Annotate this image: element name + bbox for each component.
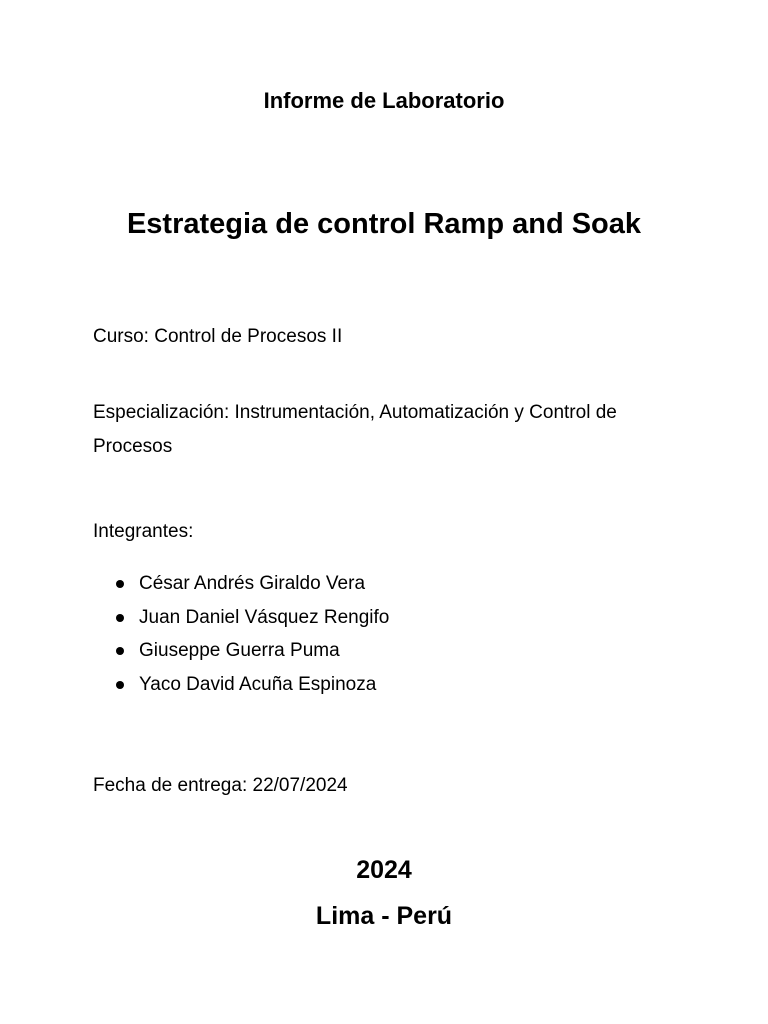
bullet-icon: [116, 614, 124, 622]
report-type-heading: Informe de Laboratorio: [263, 88, 505, 113]
list-item: [93, 668, 389, 702]
list-item: [93, 567, 389, 601]
member-name: Giuseppe Guerra Puma: [139, 640, 340, 661]
member-name: Juan Daniel Vásquez Rengifo: [139, 606, 390, 628]
member-name: César Andrés Giraldo Vera: [139, 573, 366, 594]
document-title: Estrategia de control Ramp and Soak: [126, 208, 642, 240]
list-item: [93, 601, 389, 635]
year-label: 2024: [356, 856, 412, 884]
members-label: Integrantes:: [93, 521, 194, 542]
delivery-date-line: Fecha de entrega: 22/07/2024: [93, 775, 348, 796]
member-name: Yaco David Acuña Espinoza: [139, 673, 377, 695]
specialization-line: Especialización: Instrumentación, Automatización y Control de Procesos: [93, 402, 617, 457]
bullet-icon: [116, 681, 124, 689]
members-list: [93, 567, 389, 701]
place-label: Lima - Perú: [315, 902, 453, 930]
course-line: Curso: Control de Procesos II: [93, 326, 343, 347]
bullet-icon: [116, 580, 124, 588]
list-item: [93, 634, 389, 668]
bullet-icon: [116, 647, 124, 655]
